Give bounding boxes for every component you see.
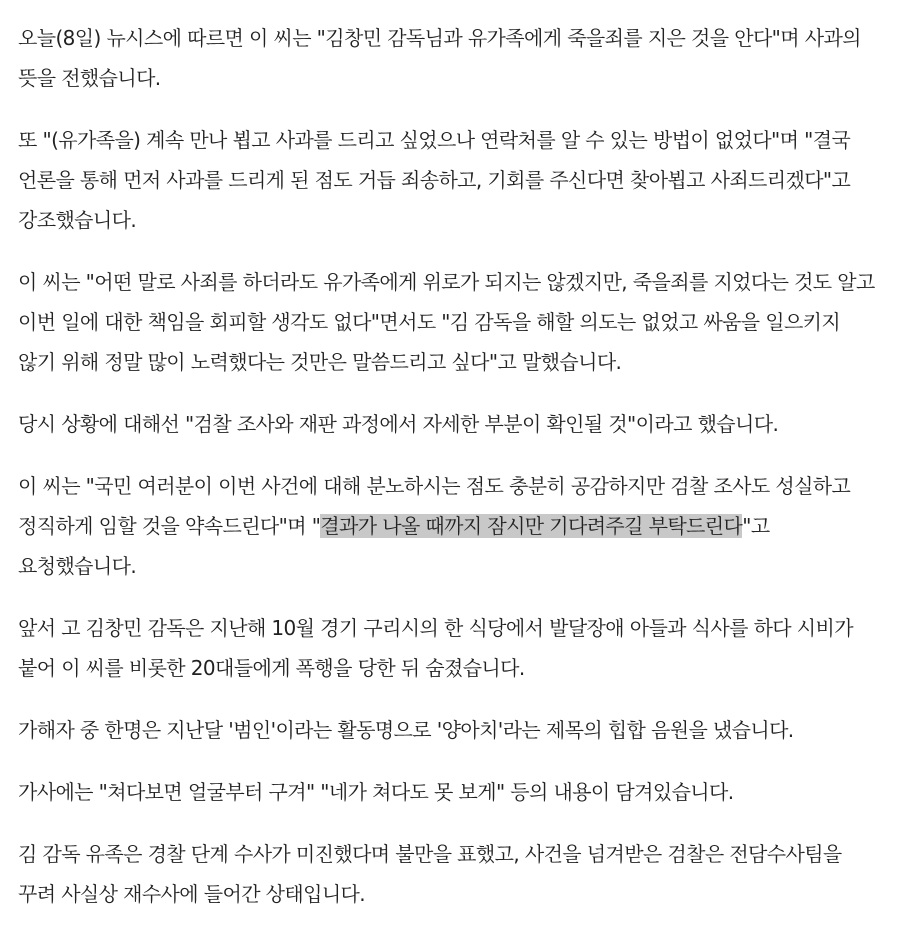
article-paragraph: 당시 상황에 대해선 "검찰 조사와 재판 과정에서 자세한 부분이 확인될 것"이라고 했습니다. <box>18 412 779 436</box>
article-paragraph-with-selection <box>18 466 878 586</box>
paragraph-text: 이 씨는 "국민 여러분이 이번 사건에 대해 분노하시는 점도 충분히 공감하지만 검찰 조사도 성실하고 정직하게 임할 것을 약속드린다"며 " <box>18 474 851 538</box>
article-paragraph: 가사에는 "쳐다보면 얼굴부터 구겨" "네가 쳐다도 못 보게" 등의 내용이 담겨있습니다. <box>18 780 734 804</box>
selected-text-highlight[interactable]: 결과가 나올 때까지 잠시만 기다려주길 부탁드린다 <box>320 514 743 538</box>
article-paragraph: 앞서 고 김창민 감독은 지난해 10월 경기 구리시의 한 식당에서 발달장애 아들과 식사를 하다 시비가 붙어 이 씨를 비롯한 20대들에게 폭행을 당한 뒤 숨졌습니다. <box>18 616 853 680</box>
paragraph-text: "고 요청했습니다. <box>18 514 770 578</box>
article-paragraph: 또 "(유가족을) 계속 만나 뵙고 사과를 드리고 싶었으나 연락처를 알 수 있는 방법이 없었다"며 "결국 언론을 통해 먼저 사과를 드리게 된 점도 거듭 죄송하고, 기회를 주신다면 찾아뵙고 사죄드리겠다"고 강조했습니다. <box>18 128 851 232</box>
article-paragraph: 김 감독 유족은 경찰 단계 수사가 미진했다며 불만을 표했고, 사건을 넘겨받은 검찰은 전담수사팀을 꾸려 사실상 재수사에 들어간 상태입니다. <box>18 842 842 906</box>
article-paragraph: 이 씨는 "어떤 말로 사죄를 하더라도 유가족에게 위로가 되지는 않겠지만, 죽을죄를 지었다는 것도 알고 이번 일에 대한 책임을 회피할 생각도 없다"면서도 "김 감독을 해할 의도는 없었고 싸움을 일으키지 않기 위해 정말 많이 노력했다는 것만은 말씀드리고 싶다"고 말했습니다. <box>18 270 875 374</box>
article-paragraph: 가해자 중 한명은 지난달 '범인'이라는 활동명으로 '양아치'라는 제목의 힙합 음원을 냈습니다. <box>18 718 794 742</box>
article-paragraph: 오늘(8일) 뉴시스에 따르면 이 씨는 "김창민 감독님과 유가족에게 죽을죄를 지은 것을 안다"며 사과의 뜻을 전했습니다. <box>18 26 861 90</box>
